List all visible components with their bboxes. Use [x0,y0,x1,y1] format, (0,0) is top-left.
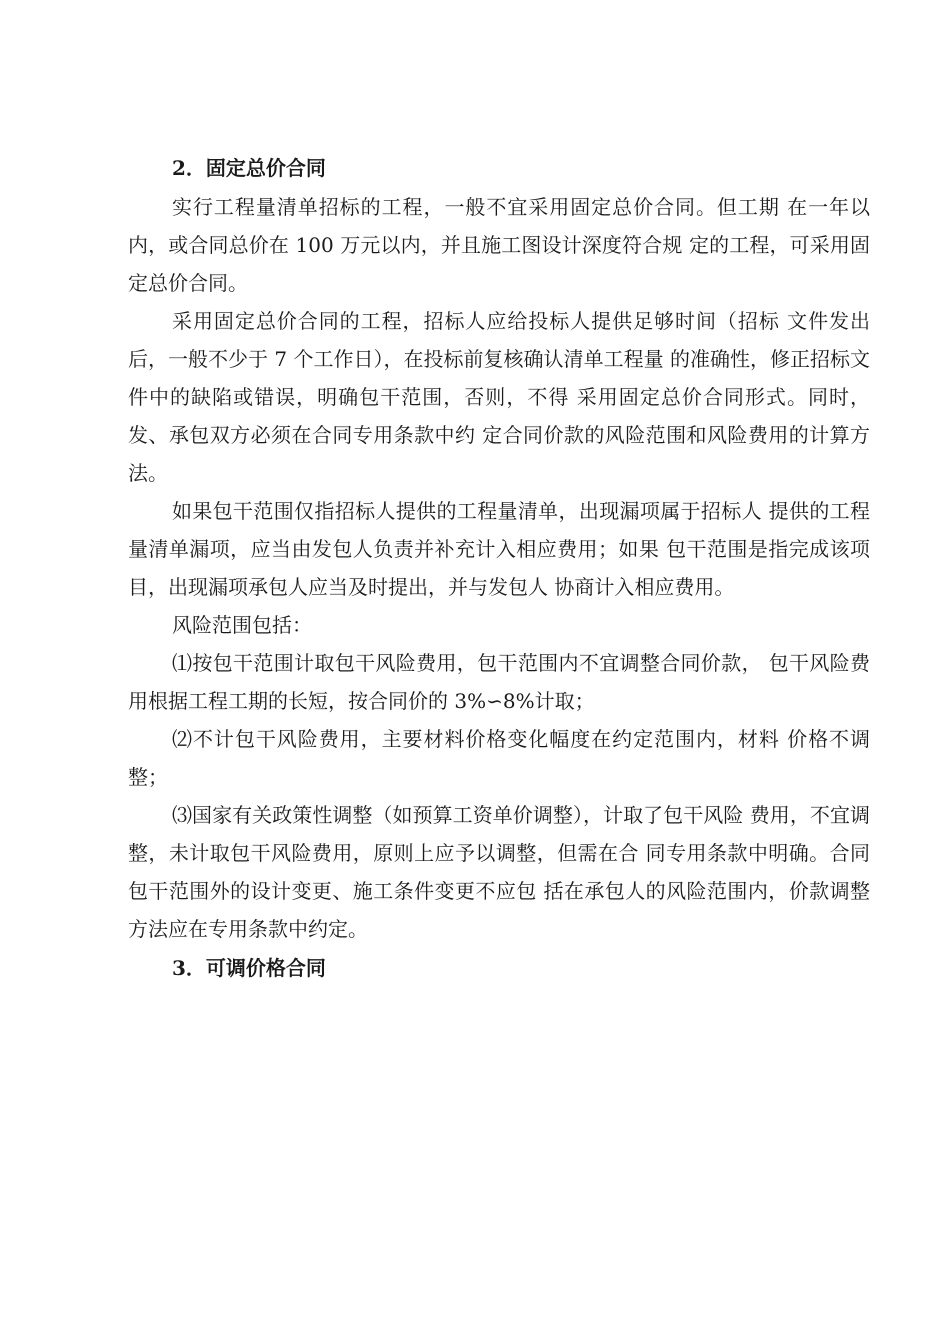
paragraph-2: 采用固定总价合同的工程，招标人应给投标人提供足够时间（招标 文件发出后，一般不少于 7 个工作日），在投标前复核确认清单工程量 的准确性，修正招标文件中的缺陷或错误，明确包干范围，否则，不得 采用固定总价合同形式。同时，发、承包双方必须在合同专用条款中约 定合同价款的风险范围和风险费用的计算方法。 [128,309,870,485]
list-item-1: ⑴按包干范围计取包干风险费用，包干范围内不宜调整合同价款， 包干风险费用根据工程工期的长短，按合同价的 3%∽8%计取； [128,651,870,713]
section-heading-adjustable-price-contract: 3．可调价格合同 [172,956,326,980]
document-body [128,148,870,988]
list-item-3: ⑶国家有关政策性调整（如预算工资单价调整），计取了包干风险 费用，不宜调整，未计取包干风险费用，原则上应予以调整，但需在合 同专用条款中明确。合同包干范围外的设计变更、施工条件变更不应包 括在承包人的风险范围内，价款调整方法应在专用条款中约定。 [128,803,870,941]
list-item-2: ⑵不计包干风险费用，主要材料价格变化幅度在约定范围内，材料 价格不调整； [128,727,870,789]
section-heading-fixed-price-contract: 2．固定总价合同 [172,156,326,180]
paragraph-1: 实行工程量清单招标的工程，一般不宜采用固定总价合同。但工期 在一年以内，或合同总价在 100 万元以内，并且施工图设计深度符合规 定的工程，可采用固定总价合同。 [128,195,870,295]
paragraph-risk-scope: 风险范围包括： [172,613,312,637]
paragraph-3: 如果包干范围仅指招标人提供的工程量清单，出现漏项属于招标人 提供的工程量清单漏项，应当由发包人负责并补充计入相应费用；如果 包干范围是指完成该项目，出现漏项承包人应当及时提出，并与发包人 协商计入相应费用。 [128,499,870,599]
